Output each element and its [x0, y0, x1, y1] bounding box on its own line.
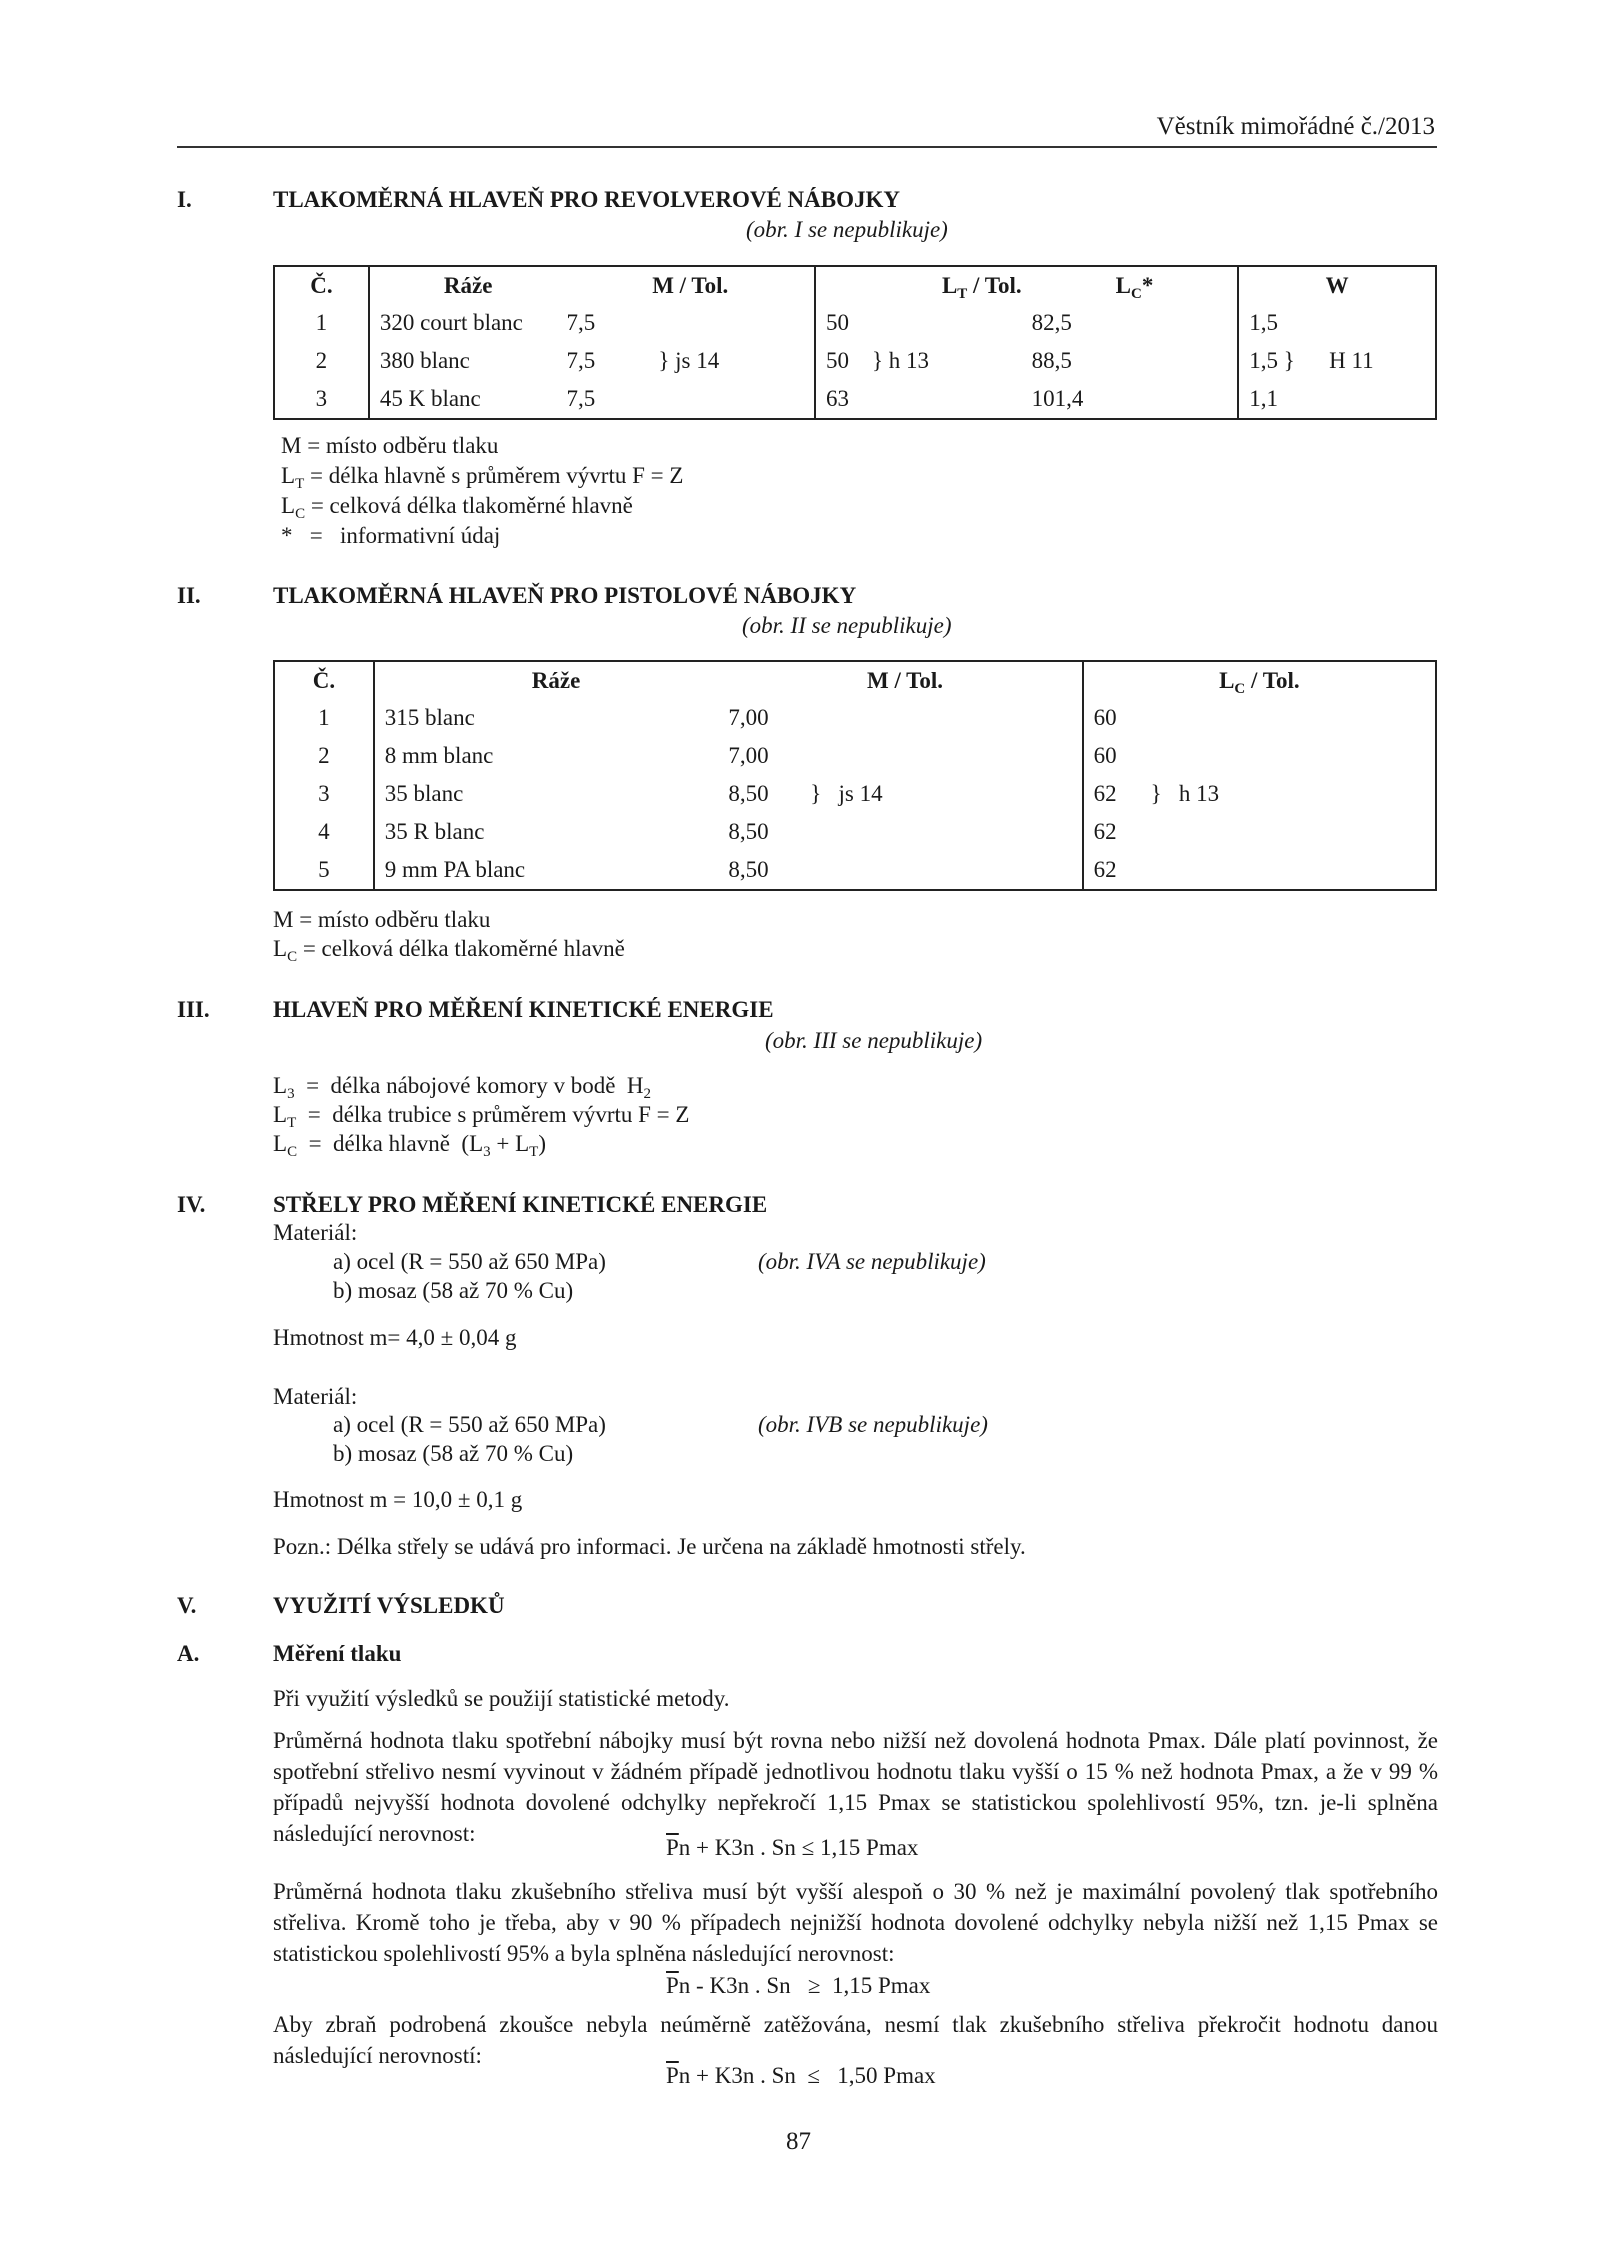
- cell-lc: 101,4: [1031, 386, 1084, 412]
- definition-line: $L_C$ = délka hlavně $(L_3 + L_T)$: [273, 1131, 546, 1160]
- cell-raze: 8 mm blanc: [374, 737, 729, 775]
- cell-tol: [810, 737, 1082, 775]
- cell-tol: } js 14: [658, 348, 720, 374]
- material-b: b) mosaz (58 až 70 % Cu): [333, 1441, 574, 1466]
- table-row: [274, 699, 1436, 737]
- cell-no: 4: [274, 813, 374, 851]
- col-header-m: M / Tol.: [652, 272, 729, 298]
- col-header-no: Č.: [274, 661, 374, 699]
- material-b: b) mosaz (58 až 70 % Cu): [333, 1278, 574, 1303]
- material-a: a) ocel (R = 550 až 650 MPa): [333, 1412, 606, 1437]
- cell-tol: [810, 813, 1082, 851]
- cell-w: 1,5 }: [1238, 342, 1329, 380]
- section-subtitle: (obr. III se nepublikuje): [765, 1028, 983, 1053]
- cell-raze: 45 K blanc: [369, 380, 567, 419]
- cell-m: 7,5: [566, 348, 596, 374]
- definition-line: $L_3$ = délka nábojové komory v bodě $H_2$: [273, 1073, 652, 1102]
- cell-tol: [1151, 699, 1436, 737]
- col-header-m: M / Tol.: [866, 667, 944, 693]
- section-number: II.: [177, 583, 201, 608]
- cell-raze: 9 mm PA blanc: [374, 851, 729, 890]
- legend-line: $L_C$ = celková délka tlakoměrné hlavně: [281, 493, 633, 522]
- cell-w: 1,5: [1238, 304, 1329, 342]
- header-rule: [177, 146, 1437, 148]
- cell-m: 8,50: [728, 857, 769, 883]
- cell-tol: } h 13: [1151, 775, 1436, 813]
- section-number: III.: [177, 997, 210, 1022]
- figure-note: (obr. IVA se nepublikuje): [758, 1249, 986, 1274]
- figure-note: (obr. IVB se nepublikuje): [758, 1412, 988, 1437]
- cell-lc: 62: [1083, 775, 1151, 813]
- col-header-lt: $L_T$ / Tol.: [815, 266, 1032, 304]
- cell-tol: [1151, 737, 1436, 775]
- cell-tol: } js 14: [810, 781, 883, 807]
- legend-line: $L_T$ = délka hlavně s průměrem vývrtu F = Z: [281, 463, 684, 492]
- table-row: [274, 775, 1436, 813]
- cell-tol: [810, 851, 1082, 890]
- cell-no: 1: [274, 699, 374, 737]
- cell-m: 7,00: [728, 743, 769, 769]
- cell-tol: [1151, 813, 1436, 851]
- material-a: a) ocel (R = 550 až 650 MPa): [333, 1249, 606, 1274]
- note-line: Pozn.: Délka střely se udává pro informaci. Je určena na základě hmotnosti střely.: [273, 1534, 1026, 1559]
- page-number: 87: [786, 2128, 811, 2155]
- cell-raze: 320 court blanc: [369, 304, 567, 342]
- cell-m: 7,5: [566, 386, 596, 412]
- cell-tol: [1151, 851, 1436, 890]
- paragraph: Průměrná hodnota tlaku zkušebního střeliva musí být vyšší alespoň o 30 % než je maximální povolený tlak spotřebního střeliva. Kromě toho je třeba, aby v 90 % případech nejnižší hodnota dovolené odchylky nebyla nižší než 1,15 Pmax se statistickou spolehlivostí 95% a byla splněna následující nerovnost:: [273, 1879, 1438, 1966]
- table-row: [274, 304, 1436, 342]
- cell-tol: H 11: [1329, 342, 1436, 380]
- section-title: VYUŽITÍ VÝSLEDKŮ: [273, 1593, 505, 1618]
- cell-no: 3: [274, 380, 369, 419]
- section-number: V.: [177, 1593, 197, 1618]
- section-subtitle: (obr. I se nepublikuje): [746, 217, 948, 242]
- inequality: $\overline{P}n + K3n$ . Sn ≤ 1,15 Pmax: [666, 1835, 919, 1860]
- mass-line: Hmotnost m= 4,0 ± 0,04 g: [273, 1325, 517, 1350]
- table-row: [274, 851, 1436, 890]
- cell-lc: 82,5: [1031, 310, 1072, 336]
- cell-lc: 60: [1083, 737, 1151, 775]
- paragraph: Při využití výsledků se použijí statistické metody.: [273, 1686, 730, 1711]
- col-header-no: Č.: [274, 266, 369, 304]
- cell-tol: [1329, 304, 1436, 342]
- cell-m: 7,5: [566, 310, 596, 336]
- cell-no: 5: [274, 851, 374, 890]
- cell-raze: 380 blanc: [369, 342, 567, 380]
- material-label: Materiál:: [273, 1220, 358, 1245]
- cell-lt: 50: [815, 304, 1032, 342]
- cell-lc: 60: [1083, 699, 1151, 737]
- mass-line: Hmotnost m = 10,0 ± 0,1 g: [273, 1487, 523, 1512]
- table-row: [274, 380, 1436, 419]
- section-title: HLAVEŇ PRO MĚŘENÍ KINETICKÉ ENERGIE: [273, 997, 774, 1022]
- paragraph: Průměrná hodnota tlaku spotřební nábojky musí být rovna nebo nižší než dovolená hodnota Pmax. Dále platí povinnost, že spotřební střelivo nesmí vyvinout v žádném případě jednotlivou hodnotu tlaku vyšší o 15 % než hodnota Pmax, a že v 99 % případů nejvyšší hodnota dovolené odchylky nepřekročí 1,15 Pmax se statistickou spolehlivostí 95%, tzn. je-li splněna následující nerovnost:: [273, 1728, 1438, 1846]
- revolver-table: [273, 265, 1437, 420]
- cell-tol: [658, 304, 815, 342]
- section-title: TLAKOMĚRNÁ HLAVEŇ PRO REVOLVEROVÉ NÁBOJKY: [273, 187, 901, 212]
- section-title: TLAKOMĚRNÁ HLAVEŇ PRO PISTOLOVÉ NÁBOJKY: [273, 583, 857, 608]
- col-header-lc: $L_C*$: [1115, 272, 1154, 302]
- inequality: $\overline{P}n + K3n$ . Sn ≤ 1,50 Pmax: [666, 2063, 936, 2088]
- cell-no: 2: [274, 737, 374, 775]
- legend-line: M = místo odběru tlaku: [281, 433, 499, 458]
- table-row: [274, 813, 1436, 851]
- cell-no: 3: [274, 775, 374, 813]
- inequality: $\overline{P}n - K3n$ . Sn ≥ 1,15 Pmax: [666, 1973, 931, 1998]
- paragraph: Aby zbraň podrobená zkoušce nebyla neúměrně zatěžována, nesmí tlak zkušebního střeliva překročit hodnotu danou následující nerovností:: [273, 2012, 1438, 2068]
- legend-line: $L_C$ = celková délka tlakoměrné hlavně: [273, 936, 625, 965]
- journal-header: Věstník mimořádné č./2013: [1156, 113, 1435, 140]
- col-header-lc: $L_C$ / Tol.: [1083, 661, 1436, 699]
- col-header-raze: Ráže: [369, 266, 567, 304]
- cell-lt: 50 } h 13: [815, 342, 1032, 380]
- subsection-number: A.: [177, 1641, 200, 1666]
- pistol-table: [273, 660, 1437, 891]
- cell-tol: [1329, 380, 1436, 419]
- section-title: STŘELY PRO MĚŘENÍ KINETICKÉ ENERGIE: [273, 1192, 768, 1217]
- cell-lc: 62: [1083, 813, 1151, 851]
- cell-m: 7,00: [728, 705, 769, 731]
- table-row: [274, 342, 1436, 380]
- cell-no: 2: [274, 342, 369, 380]
- material-label: Materiál:: [273, 1384, 358, 1409]
- cell-tol: [810, 699, 1082, 737]
- cell-lt: 63: [815, 380, 1032, 419]
- cell-lc: 88,5: [1031, 348, 1072, 374]
- table-row: [274, 737, 1436, 775]
- cell-no: 1: [274, 304, 369, 342]
- cell-tol: [658, 380, 815, 419]
- cell-m: 8,50: [728, 819, 769, 845]
- cell-w: 1,1: [1238, 380, 1329, 419]
- section-subtitle: (obr. II se nepublikuje): [742, 613, 952, 638]
- col-header-w: W: [1238, 266, 1436, 304]
- col-header-raze: Ráže: [374, 661, 729, 699]
- subsection-title: Měření tlaku: [273, 1641, 402, 1666]
- cell-raze: 315 blanc: [374, 699, 729, 737]
- definition-line: $L_T$ = délka trubice s průměrem vývrtu F = Z: [273, 1102, 690, 1131]
- cell-lc: 62: [1083, 851, 1151, 890]
- cell-raze: 35 blanc: [374, 775, 729, 813]
- cell-raze: 35 R blanc: [374, 813, 729, 851]
- cell-m: 8,50: [728, 781, 769, 807]
- legend-line: M = místo odběru tlaku: [273, 907, 491, 932]
- section-number: IV.: [177, 1192, 206, 1217]
- legend-line: * = informativní údaj: [281, 523, 501, 548]
- section-number: I.: [177, 187, 192, 212]
